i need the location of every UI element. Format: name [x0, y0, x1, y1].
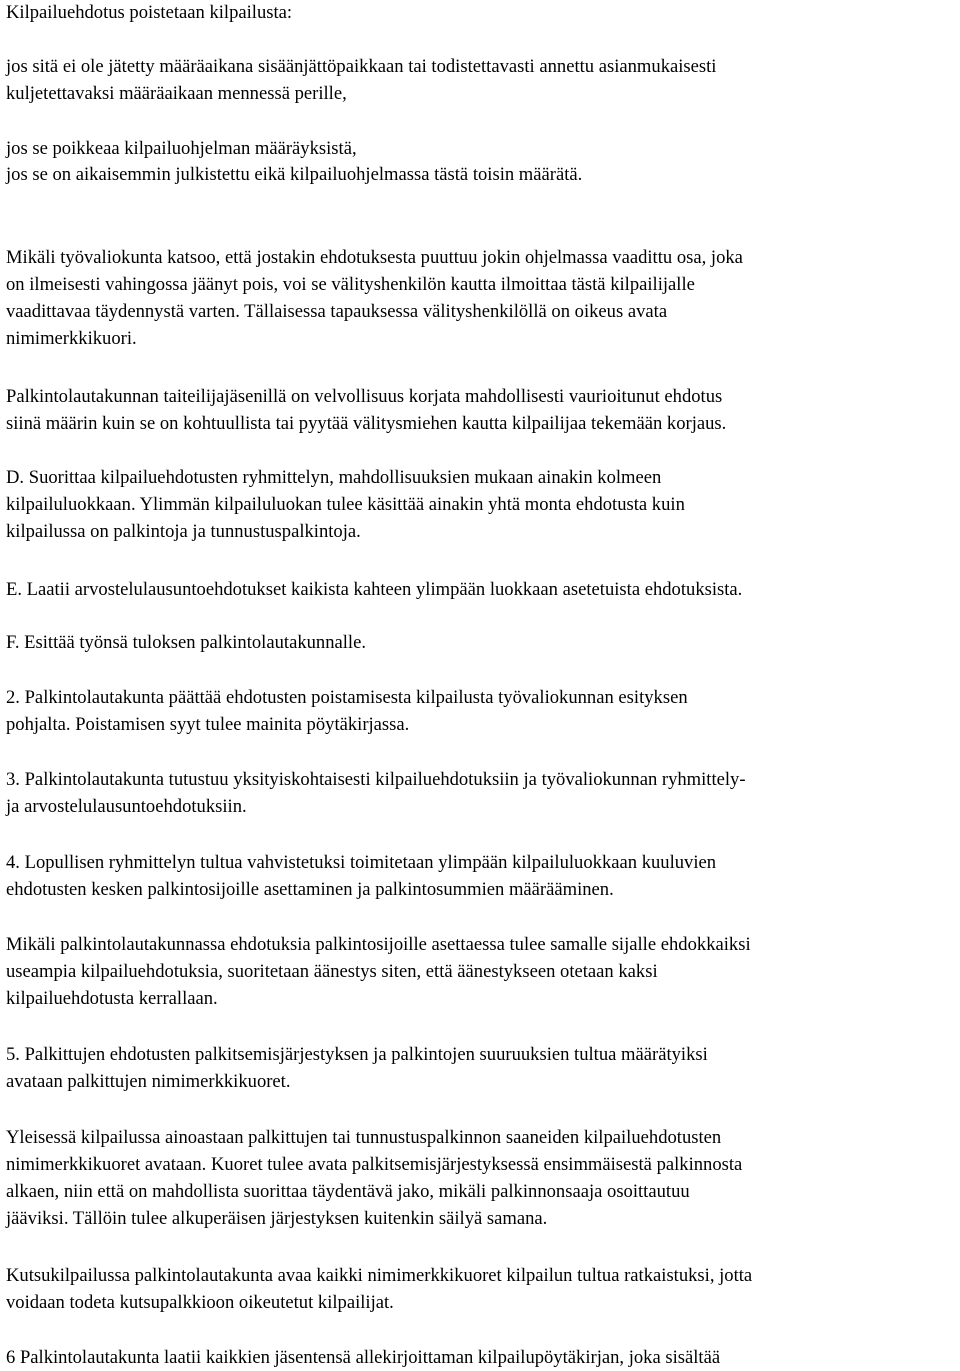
- text-line: jos sitä ei ole jätetty määräaikana sisäänjättöpaikkaan tai todistettavasti annettu asianmukaisesti: [6, 56, 717, 77]
- text-line: E. Laatii arvostelulausuntoehdotukset kaikista kahteen ylimpään luokkaan asetetuista ehdotuksista.: [6, 579, 743, 600]
- text-line: Mikäli työvaliokunta katsoo, että jostakin ehdotuksesta puuttuu jokin ohjelmassa vaadittu osa, joka: [6, 247, 743, 268]
- text-line: siinä määrin kuin se on kohtuullista tai pyytää välitysmiehen kautta kilpailijaa tekemään korjaus.: [6, 413, 727, 434]
- text-line: pohjalta. Poistamisen syyt tulee mainita pöytäkirjassa.: [6, 714, 410, 735]
- text-line: D. Suorittaa kilpailuehdotusten ryhmittelyn, mahdollisuuksien mukaan ainakin kolmeen: [6, 467, 662, 488]
- text-line: vaadittavaa täydennystä varten. Tällaisessa tapauksessa välityshenkilöllä on oikeus avata: [6, 301, 668, 322]
- text-line: 4. Lopullisen ryhmittelyn tultua vahvistetuksi toimitetaan ylimpään kilpailuluokkaan kuuluvien: [6, 852, 717, 873]
- text-line: ja arvostelulausuntoehdotuksiin.: [6, 796, 247, 817]
- text-line: Kilpailuehdotus poistetaan kilpailusta:: [6, 2, 293, 23]
- text-line: voidaan todeta kutsupalkkioon oikeutetut kilpailijat.: [6, 1292, 394, 1313]
- text-line: 5. Palkittujen ehdotusten palkitsemisjärjestyksen ja palkintojen suuruuksien tultua määrätyiksi: [6, 1044, 708, 1065]
- text-line: ehdotusten kesken palkintosijoille asettaminen ja palkintosummien määrääminen.: [6, 879, 614, 900]
- text-line: kuljetettavaksi määräaikaan mennessä perille,: [6, 83, 347, 104]
- text-line: jos se on aikaisemmin julkistettu eikä kilpailuohjelmassa tästä toisin määrätä.: [6, 164, 583, 185]
- text-line: F. Esittää työnsä tuloksen palkintolautakunnalle.: [6, 632, 366, 653]
- text-line: jos se poikkeaa kilpailuohjelman määräyksistä,: [6, 138, 357, 159]
- text-line: alkaen, niin että on mahdollista suorittaa täydentävä jako, mikäli palkinnonsaaja osoittautuu: [6, 1181, 690, 1202]
- text-line: kilpailuluokkaan. Ylimmän kilpailuluokan tulee käsittää ainakin yhtä monta ehdotusta kuin: [6, 494, 685, 515]
- text-line: Yleisessä kilpailussa ainoastaan palkittujen tai tunnustuspalkinnon saaneiden kilpailuehdotusten: [6, 1127, 722, 1148]
- text-line: jääviksi. Tällöin tulee alkuperäisen järjestyksen kuitenkin säilyä samana.: [6, 1208, 548, 1229]
- text-line: Mikäli palkintolautakunnassa ehdotuksia palkintosijoille asettaessa tulee samalle sijalle ehdokkaiksi: [6, 934, 751, 955]
- text-line: on ilmeisesti vahingossa jäänyt pois, voi se välityshenkilön kautta ilmoittaa tästä kilpailijalle: [6, 274, 695, 295]
- text-line: Palkintolautakunnan taiteilijajäsenillä on velvollisuus korjata mahdollisesti vaurioitunut ehdotus: [6, 386, 723, 407]
- text-line: useampia kilpailuehdotuksia, suoritetaan äänestys siten, että äänestykseen otetaan kaksi: [6, 961, 658, 982]
- text-line: nimimerkkikuoret avataan. Kuoret tulee avata palkitsemisjärjestyksessä ensimmäisestä palkinnosta: [6, 1154, 743, 1175]
- text-line: kilpailuehdotusta kerrallaan.: [6, 988, 218, 1009]
- text-line: 6 Palkintolautakunta laatii kaikkien jäsentensä allekirjoittaman kilpailupöytäkirjan, joka sisältää: [6, 1347, 721, 1368]
- text-line: avataan palkittujen nimimerkkikuoret.: [6, 1071, 291, 1092]
- text-line: kilpailussa on palkintoja ja tunnustuspalkintoja.: [6, 521, 361, 542]
- text-line: Kutsukilpailussa palkintolautakunta avaa kaikki nimimerkkikuoret kilpailun tultua ratkaistuksi, jotta: [6, 1265, 753, 1286]
- text-line: nimimerkkikuori.: [6, 328, 137, 349]
- text-line: 2. Palkintolautakunta päättää ehdotusten poistamisesta kilpailusta työvaliokunnan esityksen: [6, 687, 688, 708]
- text-line: 3. Palkintolautakunta tutustuu yksityiskohtaisesti kilpailuehdotuksiin ja työvaliokunnan ryhmittely-: [6, 769, 746, 790]
